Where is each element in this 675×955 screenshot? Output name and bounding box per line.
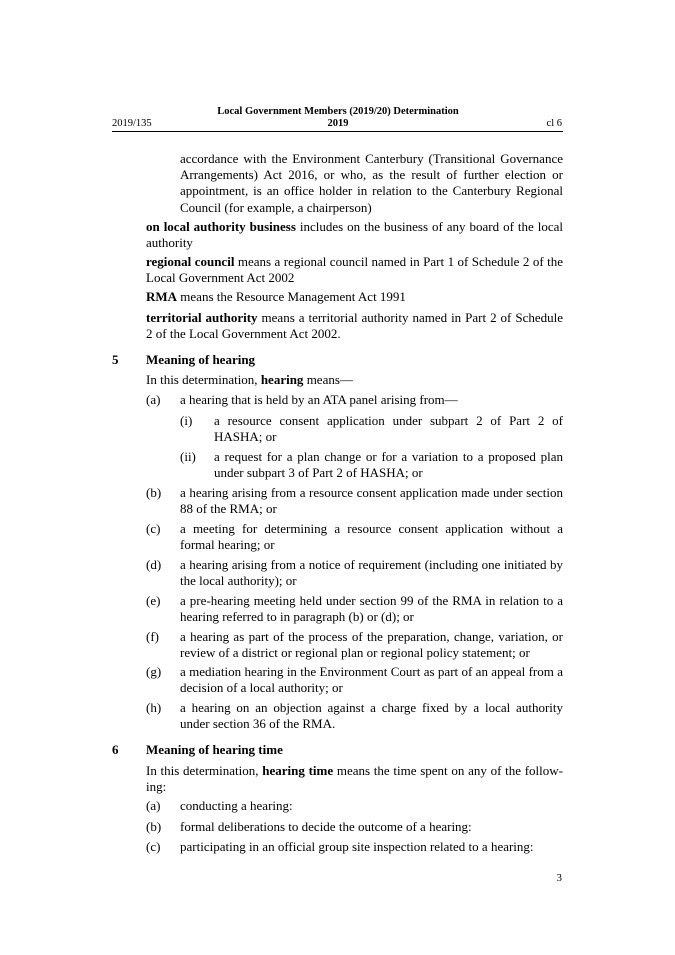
running-header-title bbox=[160, 106, 516, 130]
definition-territorial-authority bbox=[146, 310, 563, 342]
definition-term: RMA bbox=[146, 289, 178, 304]
item-text: a hearing arising from a resource consent application made under section 88 of the RMA; or bbox=[180, 485, 563, 517]
item-text: a hearing on an objection against a charge fixed by a local authority under section 36 of the RMA. bbox=[180, 700, 563, 732]
intro-term: hearing time bbox=[262, 763, 334, 778]
header-rule bbox=[112, 131, 563, 132]
subitem-label: (ii) bbox=[180, 449, 196, 464]
running-header-title-line2: 2019 bbox=[327, 118, 349, 129]
definition-on-local-authority-business bbox=[146, 219, 563, 251]
item-label: (h) bbox=[146, 700, 162, 715]
section-5-number: 5 bbox=[112, 352, 119, 367]
item-text: a hearing as part of the process of the preparation, change, variation, or review of a district or regional plan or regional policy statement; or bbox=[180, 629, 563, 661]
running-header-title-line1: Local Government Members (2019/20) Determination bbox=[217, 106, 459, 117]
item-label: (e) bbox=[146, 593, 161, 608]
intro-text: In this determination, bbox=[146, 372, 261, 387]
item-text: a meeting for determining a resource consent application without a formal hearing; or bbox=[180, 521, 563, 553]
section-5-intro bbox=[146, 372, 563, 388]
definition-term: on local authority business bbox=[146, 219, 296, 234]
item-label: (d) bbox=[146, 557, 162, 572]
item-text: formal deliberations to decide the outcome of a hearing: bbox=[180, 819, 472, 834]
definition-term: territorial authority bbox=[146, 310, 258, 325]
definition-regional-council bbox=[146, 254, 563, 286]
item-label: (c) bbox=[146, 839, 161, 854]
item-label: (b) bbox=[146, 485, 162, 500]
section-6-heading: Meaning of hearing time bbox=[146, 742, 283, 757]
item-label: (a) bbox=[146, 392, 161, 407]
section-5-heading: Meaning of hearing bbox=[146, 352, 256, 367]
intro-text: means the time spent on any of the follow-ing: bbox=[146, 763, 564, 795]
item-label: (g) bbox=[146, 664, 162, 679]
item-text: conducting a hearing: bbox=[180, 798, 293, 813]
page-number: 3 bbox=[556, 872, 562, 884]
intro-text: means— bbox=[303, 372, 353, 387]
item-label: (b) bbox=[146, 819, 162, 834]
item-text: a mediation hearing in the Environment Court as part of an appeal from a decision of a local authority; or bbox=[180, 664, 563, 696]
definition-text: means the Resource Management Act 1991 bbox=[177, 289, 406, 304]
subitem-label: (i) bbox=[180, 413, 193, 428]
item-label: (c) bbox=[146, 521, 161, 536]
definition-term: regional council bbox=[146, 254, 235, 269]
subitem-text: a request for a plan change or for a variation to a proposed plan under subpart 3 of Part 2 of HASHA; or bbox=[214, 449, 563, 481]
item-label: (a) bbox=[146, 798, 161, 813]
running-header-number: 2019/135 bbox=[112, 118, 152, 129]
item-text: a hearing that is held by an ATA panel arising from— bbox=[180, 392, 458, 407]
running-header-clause: cl 6 bbox=[546, 118, 562, 129]
subitem-text: a resource consent application under subpart 2 of Part 2 of HASHA; or bbox=[214, 413, 563, 445]
intro-term: hearing bbox=[260, 372, 304, 387]
definition-text: includes on the business of any board of the local authority bbox=[146, 219, 564, 251]
continuation-paragraph: accordance with the Environment Canterbury (Transitional Governance Arrangements) Act 2016, or who, as the result of further election or appointment, is an office holder in relation to the Canterbury Regional Council (for example, a chairperson) bbox=[180, 151, 563, 215]
item-label: (f) bbox=[146, 629, 159, 644]
definition-rma bbox=[146, 289, 563, 305]
section-6-number: 6 bbox=[112, 742, 119, 757]
definition-text: means a territorial authority named in Part 2 of Schedule 2 of the Local Government Act 2002. bbox=[146, 310, 564, 342]
intro-text: In this determination, bbox=[146, 763, 263, 778]
definition-text: means a regional council named in Part 1 of Schedule 2 of the Local Government Act 2002 bbox=[146, 254, 564, 286]
item-text: participating in an official group site inspection related to a hearing: bbox=[180, 839, 534, 854]
item-text: a hearing arising from a notice of requirement (including one initiated by the local authority); or bbox=[180, 557, 563, 589]
item-text: a pre-hearing meeting held under section 99 of the RMA in relation to a hearing referred to in paragraph (b) or (d); or bbox=[180, 593, 563, 625]
section-6-intro bbox=[146, 763, 563, 795]
